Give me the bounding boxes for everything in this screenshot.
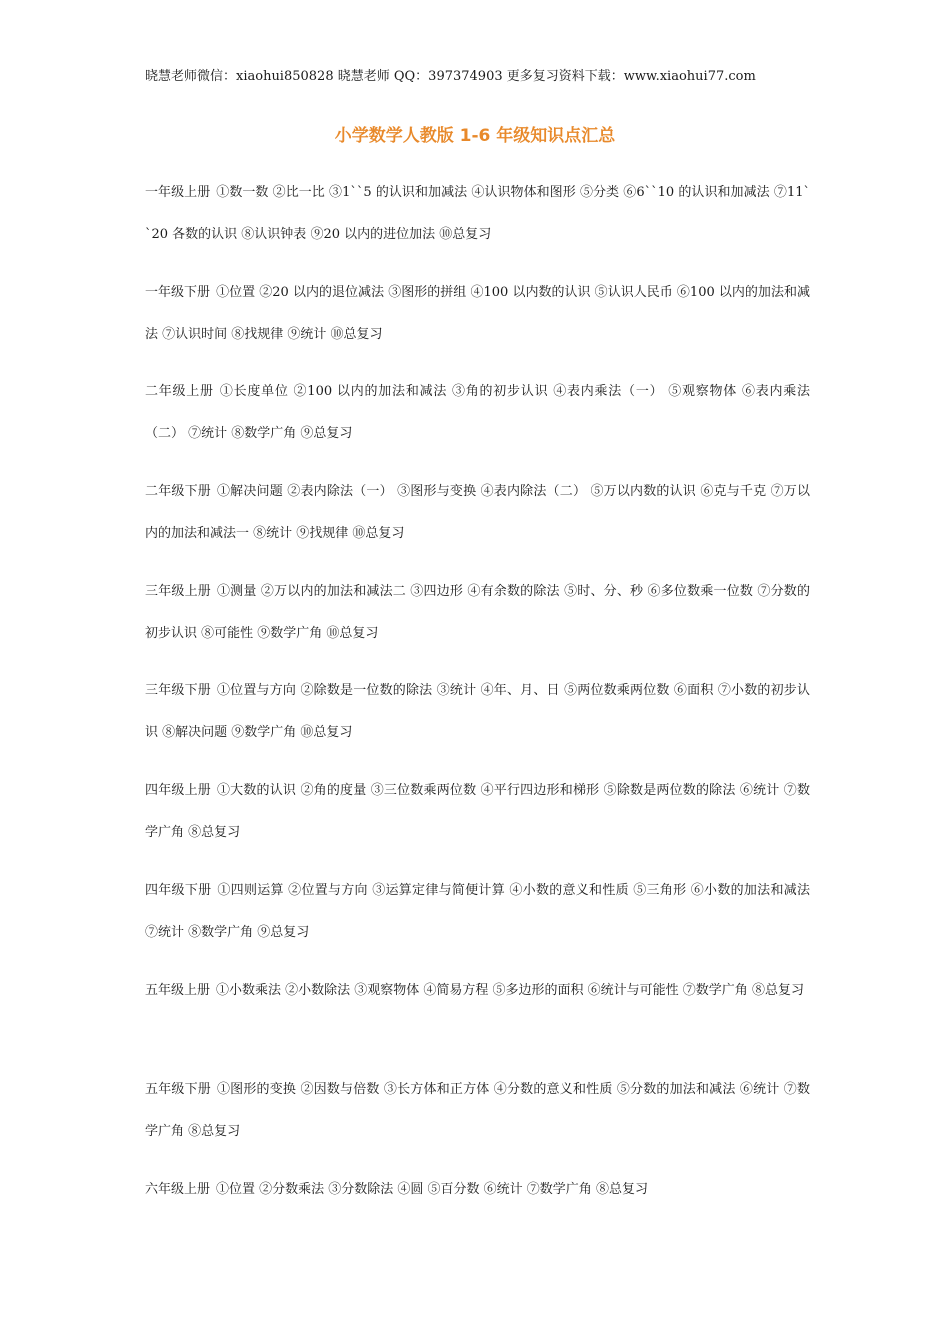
grade-section-1b [145, 272, 810, 372]
grade-section-2b [145, 471, 810, 571]
grade-label: 三年级上册 [145, 583, 211, 599]
grade-section-list [145, 172, 810, 1269]
document-title: 小学数学人教版 1-6 年级知识点汇总 [334, 126, 616, 146]
grade-label: 四年级下册 [145, 882, 212, 898]
grade-section-4b [145, 870, 810, 970]
grade-section-2a [145, 371, 810, 471]
grade-section-4a [145, 770, 810, 870]
grade-section-3b [145, 670, 810, 770]
grade-section-5b [145, 1069, 810, 1169]
grade-topics: ①小数乘法 ②小数除法 ③观察物体 ④简易方程 ⑤多边形的面积 ⑥统计与可能性 ⑦数学广角 ⑧总复习 [216, 982, 804, 998]
grade-topics: ①数一数 ②比一比 ③1``5 的认识和加减法 ④认识物体和图形 ⑤分类 ⑥6``10 的认识和加减法 ⑦11``20 各数的认识 ⑧认识钟表 ⑨20 以内的进位加法 ⑩总复习 [145, 185, 810, 242]
grade-section-1a [145, 172, 810, 272]
grade-topics: ①位置 ②分数乘法 ③分数除法 ④圆 ⑤百分数 ⑥统计 ⑦数学广角 ⑧总复习 [216, 1181, 648, 1197]
grade-label: 六年级上册 [145, 1181, 211, 1197]
grade-topics: ①测量 ②万以内的加法和减法二 ③四边形 ④有余数的除法 ⑤时、分、秒 ⑥多位数乘一位数 ⑦分数的初步认识 ⑧可能性 ⑨数学广角 ⑩总复习 [145, 583, 810, 641]
grade-label: 四年级上册 [145, 783, 211, 799]
grade-section-6a [145, 1169, 810, 1269]
grade-label: 一年级上册 [145, 185, 211, 200]
grade-label: 五年级上册 [145, 982, 211, 998]
grade-section-3a [145, 571, 810, 671]
grade-label: 三年级下册 [145, 683, 211, 699]
grade-label: 二年级上册 [145, 384, 214, 400]
grade-topics: ①四则运算 ②位置与方向 ③运算定律与简便计算 ④小数的意义和性质 ⑤三角形 ⑥小数的加法和减法 ⑦统计 ⑧数学广角 ⑨总复习 [145, 882, 810, 940]
grade-topics: ①位置与方向 ②除数是一位数的除法 ③统计 ④年、月、日 ⑤两位数乘两位数 ⑥面积 ⑦小数的初步认识 ⑧解决问题 ⑨数学广角 ⑩总复习 [145, 683, 810, 741]
grade-topics: ①图形的变换 ②因数与倍数 ③长方体和正方体 ④分数的意义和性质 ⑤分数的加法和减法 ⑥统计 ⑦数学广角 ⑧总复习 [145, 1082, 810, 1140]
header-contact-line: 晓慧老师微信：xiaohui850828 晓慧老师 QQ：397374903 更多复习资料下载：www.xiaohui77.com [145, 69, 756, 84]
grade-topics: ①长度单位 ②100 以内的加法和减法 ③角的初步认识 ④表内乘法（一） ⑤观察物体 ⑥表内乘法（二） ⑦统计 ⑧数学广角 ⑨总复习 [145, 384, 810, 442]
grade-label: 一年级下册 [145, 284, 211, 300]
grade-topics: ①位置 ②20 以内的退位减法 ③图形的拼组 ④100 以内数的认识 ⑤认识人民币 ⑥100 以内的加法和减法 ⑦认识时间 ⑧找规律 ⑨统计 ⑩总复习 [145, 284, 810, 342]
grade-topics: ①解决问题 ②表内除法（一） ③图形与变换 ④表内除法（二） ⑤万以内数的认识 ⑥克与千克 ⑦万以内的加法和减法一 ⑧统计 ⑨找规律 ⑩总复习 [145, 484, 810, 542]
grade-label: 二年级下册 [145, 484, 211, 500]
grade-section-5a [145, 970, 810, 1070]
grade-label: 五年级下册 [145, 1082, 211, 1098]
grade-topics: ①大数的认识 ②角的度量 ③三位数乘两位数 ④平行四边形和梯形 ⑤除数是两位数的除法 ⑥统计 ⑦数学广角 ⑧总复习 [145, 783, 810, 841]
